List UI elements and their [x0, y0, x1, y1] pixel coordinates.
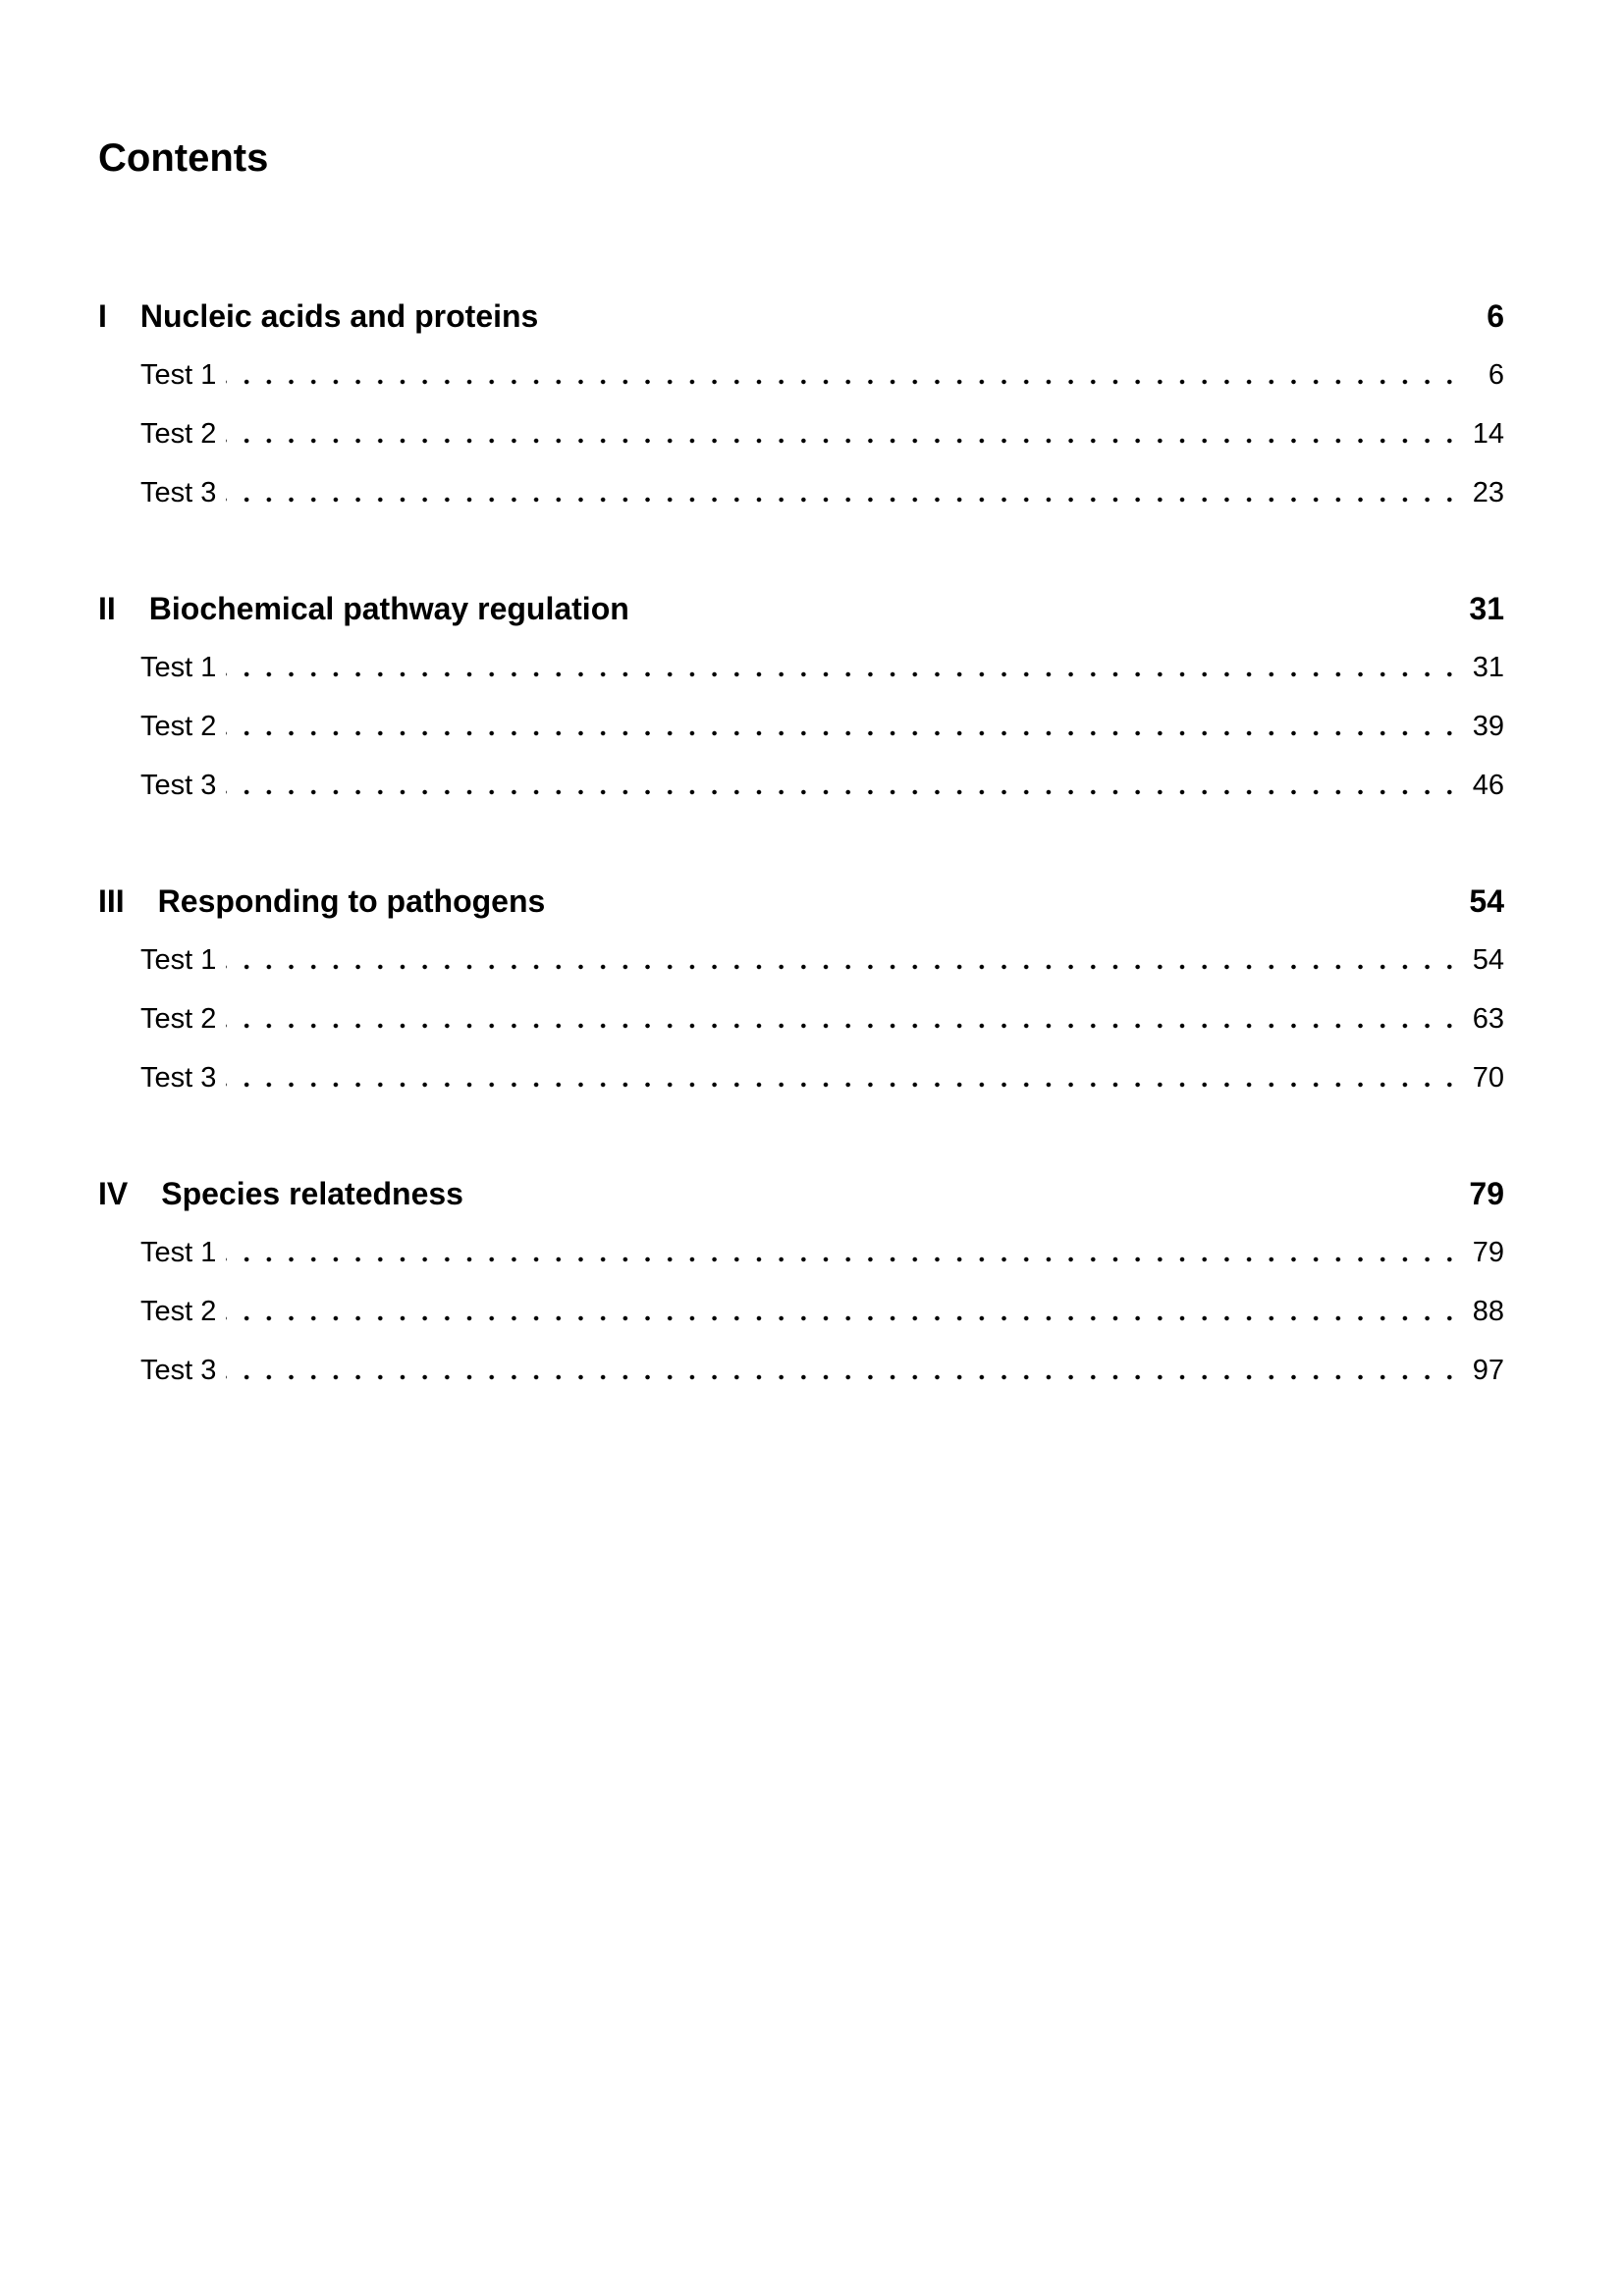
- dot-leader: [226, 1080, 1461, 1090]
- toc-section-3: [98, 884, 1504, 1093]
- entry-page-number: 97: [1472, 1355, 1504, 1386]
- dot-leader: [226, 1255, 1461, 1264]
- toc-section-header[interactable]: [98, 299, 1504, 333]
- entry-label: Test 1: [140, 1237, 217, 1268]
- section-title: Responding to pathogens: [157, 883, 546, 919]
- section-page-number: 31: [1469, 591, 1504, 626]
- toc-entry[interactable]: [98, 653, 1504, 682]
- section-number: II: [98, 591, 116, 626]
- entry-page-number: 6: [1488, 359, 1504, 391]
- entry-label: Test 3: [140, 477, 217, 508]
- dot-leader: [226, 1313, 1461, 1323]
- entry-label: Test 2: [140, 1296, 217, 1327]
- dot-leader: [226, 1021, 1461, 1031]
- entry-page-number: 63: [1472, 1003, 1504, 1035]
- section-title: Species relatedness: [161, 1176, 463, 1211]
- toc-section-header[interactable]: [98, 592, 1504, 625]
- entry-label: Test 1: [140, 944, 217, 976]
- dot-leader: [226, 728, 1461, 738]
- entry-page-number: 39: [1472, 711, 1504, 742]
- section-page-number: 79: [1469, 1176, 1504, 1211]
- entry-page-number: 46: [1472, 770, 1504, 801]
- toc-entry[interactable]: [98, 419, 1504, 449]
- section-title: Nucleic acids and proteins: [139, 298, 539, 334]
- entry-page-number: 23: [1472, 477, 1504, 508]
- toc-entry[interactable]: [98, 945, 1504, 975]
- section-page-number: 54: [1469, 883, 1504, 919]
- entry-label: Test 2: [140, 711, 217, 742]
- dot-leader: [226, 377, 1461, 387]
- entry-label: Test 2: [140, 418, 217, 450]
- dot-leader: [226, 1372, 1461, 1382]
- entry-label: Test 3: [140, 770, 217, 801]
- toc-section-header[interactable]: [98, 884, 1504, 918]
- entry-page-number: 88: [1472, 1296, 1504, 1327]
- toc-entry[interactable]: [98, 1297, 1504, 1326]
- toc-entry[interactable]: [98, 1063, 1504, 1093]
- toc-section-header[interactable]: [98, 1177, 1504, 1210]
- toc-entry[interactable]: [98, 1356, 1504, 1385]
- dot-leader: [226, 436, 1461, 446]
- toc-entry[interactable]: [98, 478, 1504, 507]
- entry-label: Test 1: [140, 359, 217, 391]
- page-title: Contents: [98, 136, 269, 180]
- section-title: Biochemical pathway regulation: [148, 591, 629, 626]
- section-number: IV: [98, 1176, 129, 1211]
- toc-entry[interactable]: [98, 712, 1504, 741]
- toc-entry[interactable]: [98, 360, 1504, 390]
- section-page-number: 6: [1487, 298, 1504, 334]
- dot-leader: [226, 495, 1461, 505]
- dot-leader: [226, 669, 1461, 679]
- dot-leader: [226, 962, 1461, 972]
- entry-page-number: 54: [1472, 944, 1504, 976]
- section-number: III: [98, 883, 125, 919]
- entry-label: Test 3: [140, 1062, 217, 1094]
- entry-page-number: 79: [1472, 1237, 1504, 1268]
- toc-section-1: [98, 299, 1504, 507]
- entry-page-number: 14: [1472, 418, 1504, 450]
- entry-page-number: 31: [1472, 652, 1504, 683]
- toc-section-4: [98, 1177, 1504, 1385]
- entry-page-number: 70: [1472, 1062, 1504, 1094]
- entry-label: Test 1: [140, 652, 217, 683]
- entry-label: Test 3: [140, 1355, 217, 1386]
- toc-entry[interactable]: [98, 1238, 1504, 1267]
- entry-label: Test 2: [140, 1003, 217, 1035]
- toc-section-2: [98, 592, 1504, 800]
- dot-leader: [226, 787, 1461, 797]
- section-number: I: [98, 298, 107, 334]
- toc-entry[interactable]: [98, 1004, 1504, 1034]
- toc-entry[interactable]: [98, 771, 1504, 800]
